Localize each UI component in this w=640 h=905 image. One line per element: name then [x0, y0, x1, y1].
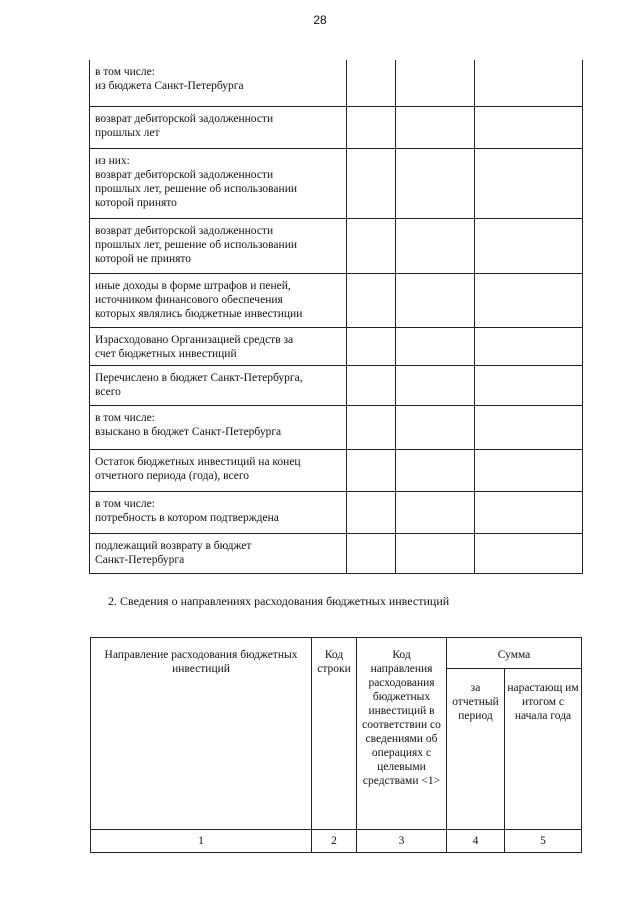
- value-cell: [396, 218, 475, 273]
- row-label-line: источником финансового обеспечения: [95, 293, 283, 306]
- header-sum-cumulative: нарастающ им итогом с начала года: [505, 669, 582, 830]
- column-number-row: [91, 830, 582, 853]
- table-row: [90, 218, 583, 273]
- section-title: 2. Сведения о направлениях расходования бюджетных инвестиций: [108, 594, 450, 608]
- value-cell: [475, 491, 583, 533]
- row-label: [90, 365, 347, 405]
- row-label: [90, 60, 347, 106]
- row-label-line: возврат дебиторской задолженности: [95, 224, 274, 237]
- row-label-line: которых являлись бюджетные инвестиции: [95, 307, 303, 320]
- value-cell: [396, 327, 475, 365]
- value-cell: [475, 60, 583, 106]
- column-number: 2: [312, 830, 357, 853]
- value-cell: [475, 327, 583, 365]
- row-label-line: прошлых лет, решение об использовании: [95, 238, 297, 251]
- table-row: [90, 148, 583, 218]
- row-label-line: возврат дебиторской задолженности: [95, 112, 274, 125]
- value-cell: [347, 106, 396, 148]
- value-cell: [347, 273, 396, 327]
- row-label: [90, 327, 347, 365]
- value-cell: [347, 148, 396, 218]
- spending-directions-table: [90, 637, 582, 853]
- row-label-line: Израсходовано Организацией средств за: [95, 333, 294, 346]
- value-cell: [396, 405, 475, 449]
- value-cell: [396, 533, 475, 573]
- value-cell: [475, 106, 583, 148]
- row-label: [90, 148, 347, 218]
- row-label-line: в том числе:: [95, 411, 155, 424]
- header-row: [91, 638, 582, 669]
- row-label-line: прошлых лет: [95, 126, 160, 139]
- value-cell: [396, 449, 475, 491]
- header-sum-period: за отчетный период: [447, 669, 505, 830]
- table-row: [90, 106, 583, 148]
- row-label: [90, 533, 347, 573]
- row-label-line: счет бюджетных инвестиций: [95, 347, 237, 360]
- row-label-line: подлежащий возврату в бюджет: [95, 539, 252, 552]
- table-row: [90, 491, 583, 533]
- row-label-line: из бюджета Санкт-Петербурга: [95, 80, 244, 92]
- row-label: [90, 405, 347, 449]
- row-label-line: взыскано в бюджет Санкт-Петербурга: [95, 425, 282, 438]
- value-cell: [347, 327, 396, 365]
- value-cell: [475, 405, 583, 449]
- value-cell: [347, 60, 396, 106]
- page-number: 28: [313, 13, 327, 27]
- row-label-line: в том числе:: [95, 497, 155, 510]
- header-row-code: Код строки: [312, 638, 357, 830]
- value-cell: [347, 533, 396, 573]
- row-label-line: прошлых лет, решение об использовании: [95, 182, 297, 195]
- row-label-line: которой принято: [95, 196, 177, 209]
- value-cell: [475, 273, 583, 327]
- value-cell: [396, 365, 475, 405]
- row-label-line: в том числе:: [95, 66, 155, 78]
- row-label-line: Остаток бюджетных инвестиций на конец: [95, 455, 301, 468]
- value-cell: [475, 449, 583, 491]
- row-label: [90, 273, 347, 327]
- column-number: 5: [505, 830, 582, 853]
- row-label-line: всего: [95, 385, 121, 398]
- budget-investments-table: [89, 60, 583, 574]
- header-sum: Сумма: [447, 638, 582, 669]
- value-cell: [347, 218, 396, 273]
- value-cell: [347, 365, 396, 405]
- value-cell: [475, 148, 583, 218]
- column-number: 1: [91, 830, 312, 853]
- value-cell: [347, 449, 396, 491]
- row-label-line: иные доходы в форме штрафов и пеней,: [95, 279, 291, 292]
- table-row: [90, 449, 583, 491]
- table-row: [90, 365, 583, 405]
- value-cell: [396, 491, 475, 533]
- table-row: [90, 60, 583, 106]
- value-cell: [347, 405, 396, 449]
- row-label-line: Санкт-Петербурга: [95, 553, 185, 566]
- row-label-line: из них:: [95, 154, 130, 167]
- column-number: 3: [357, 830, 447, 853]
- row-label-line: Перечислено в бюджет Санкт-Петербурга,: [95, 371, 303, 384]
- row-label: [90, 491, 347, 533]
- row-label: [90, 449, 347, 491]
- table-row: [90, 327, 583, 365]
- table-row: [90, 533, 583, 573]
- value-cell: [347, 491, 396, 533]
- column-number: 4: [447, 830, 505, 853]
- row-label-line: возврат дебиторской задолженности: [95, 168, 274, 181]
- value-cell: [475, 365, 583, 405]
- value-cell: [396, 106, 475, 148]
- header-direction: Направление расходования бюджетных инвестиций: [91, 638, 312, 830]
- row-label-line: отчетного периода (года), всего: [95, 469, 250, 482]
- value-cell: [475, 533, 583, 573]
- table-row: [90, 273, 583, 327]
- row-label-line: которой не принято: [95, 252, 192, 265]
- row-label-line: потребность в котором подтверждена: [95, 511, 279, 524]
- header-direction-code: Код направления расходования бюджетных инвестиций в соответствии со сведениями об операциях с целевыми средствами <1>: [357, 638, 447, 830]
- value-cell: [396, 60, 475, 106]
- value-cell: [396, 273, 475, 327]
- value-cell: [475, 218, 583, 273]
- row-label: [90, 106, 347, 148]
- table-row: [90, 405, 583, 449]
- value-cell: [396, 148, 475, 218]
- row-label: [90, 218, 347, 273]
